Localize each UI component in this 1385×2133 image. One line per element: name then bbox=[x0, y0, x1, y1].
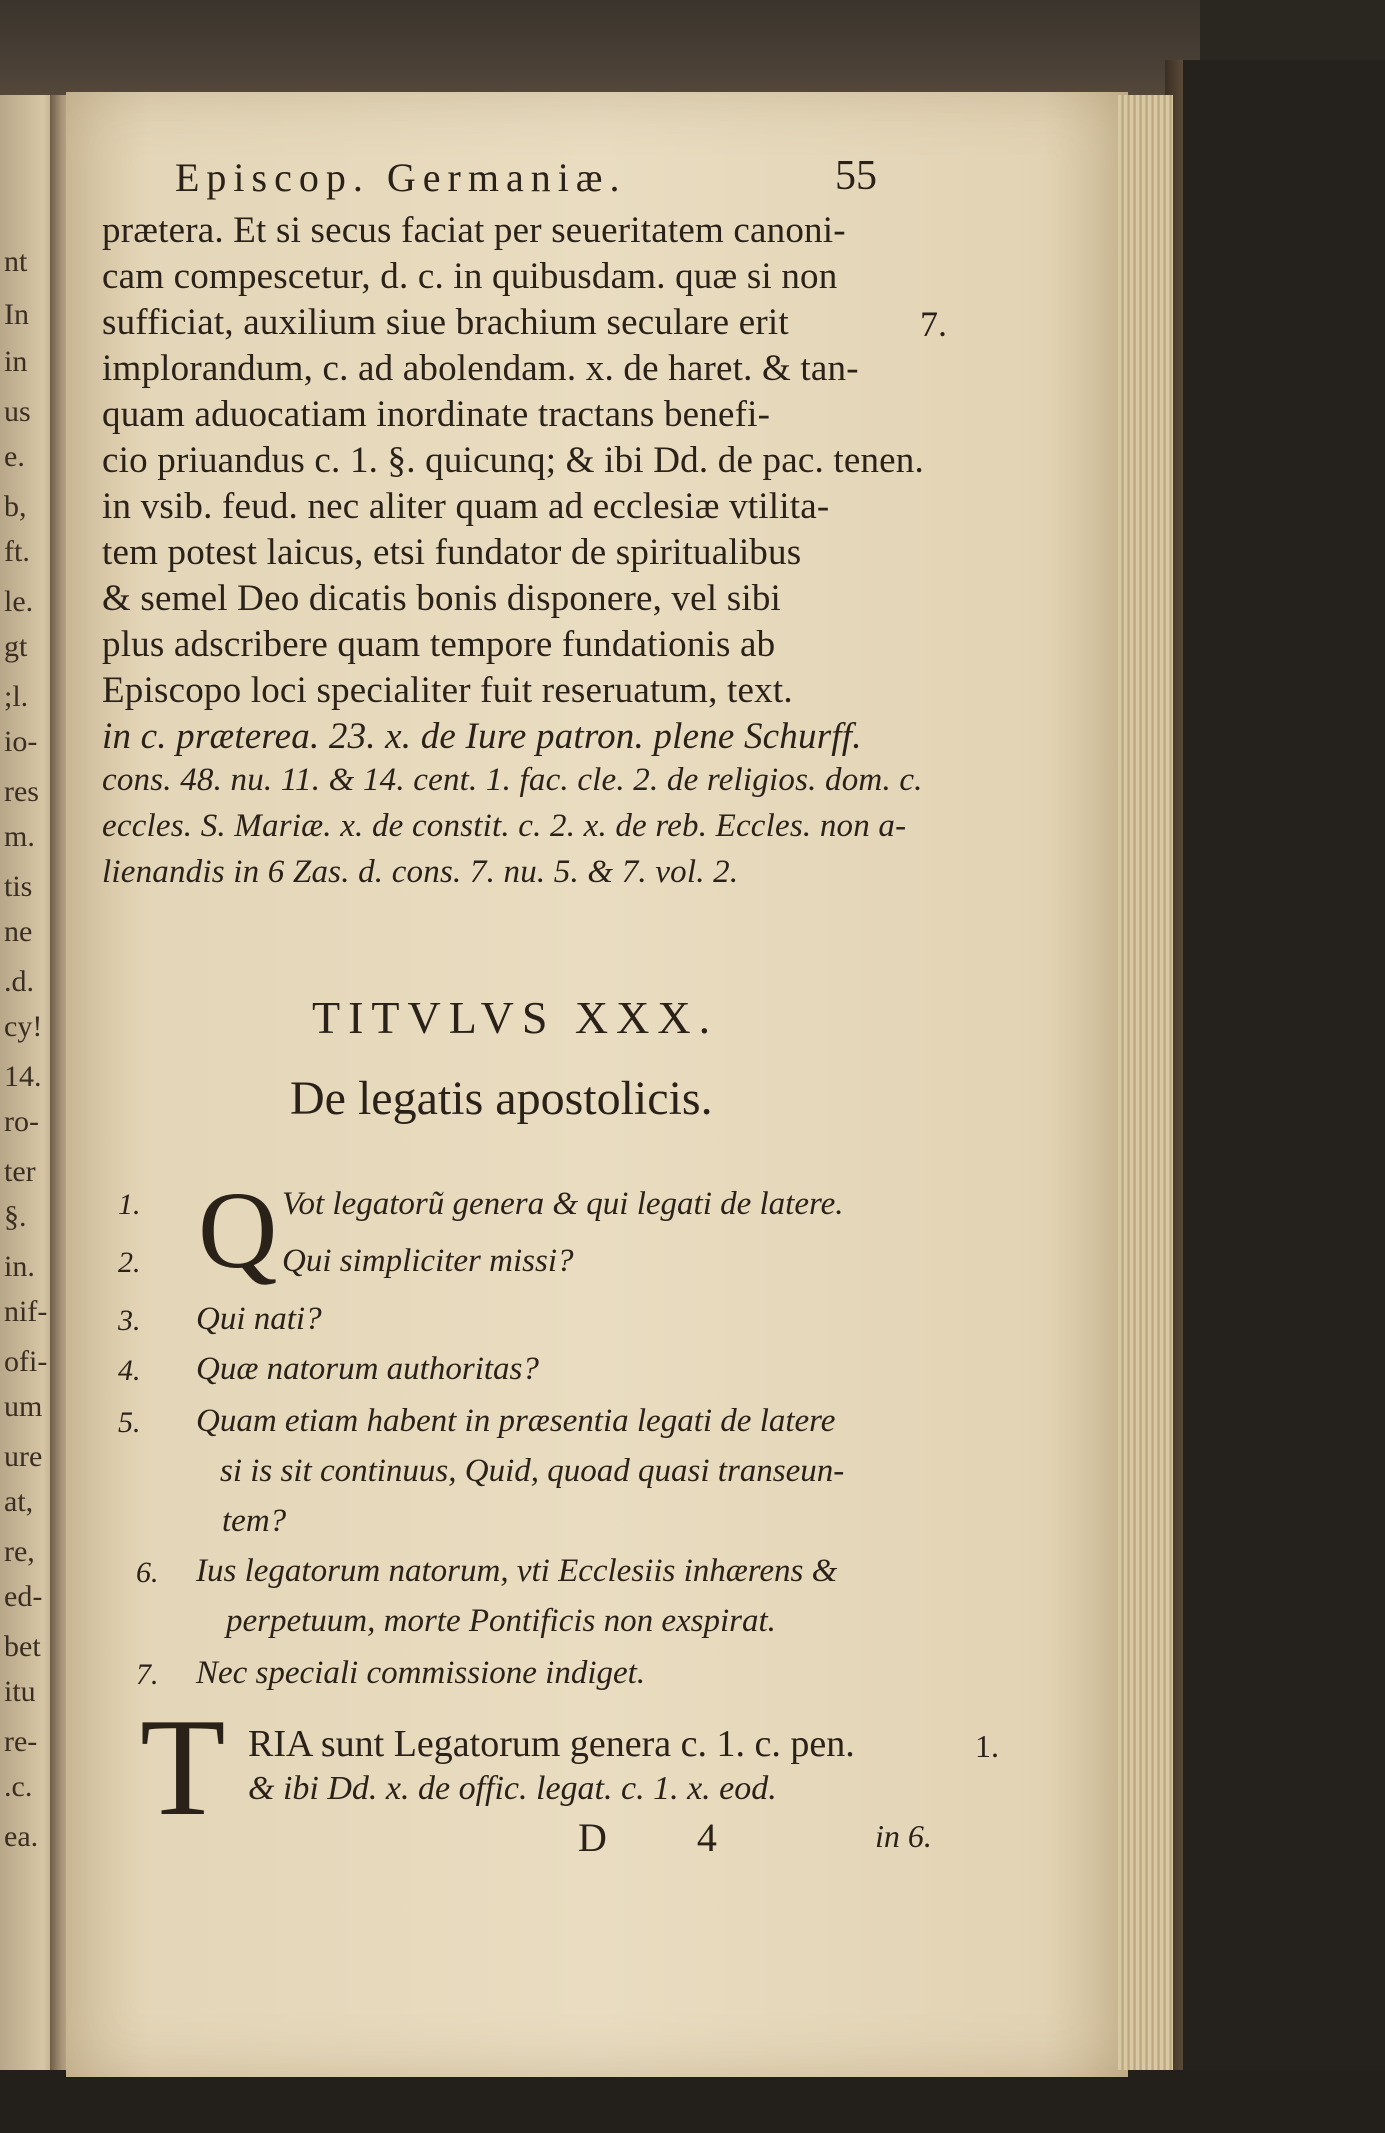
summary-item: Vot legatorũ genera & qui legati de latere. bbox=[282, 1186, 844, 1222]
left-page-text: in bbox=[4, 345, 28, 378]
book-cover-right bbox=[1170, 60, 1385, 2133]
left-page-text: ter bbox=[4, 1155, 36, 1188]
left-page-text: tis bbox=[4, 870, 33, 903]
summary-item: Qui simpliciter missi? bbox=[282, 1243, 574, 1279]
summary-number: 6. bbox=[136, 1556, 159, 1589]
summary-item: Ius legatorum natorum, vti Ecclesiis inhærens & bbox=[196, 1553, 838, 1589]
left-page-text: e. bbox=[4, 440, 25, 473]
summary-number: 4. bbox=[118, 1354, 141, 1387]
body-line: implorandum, c. ad abolendam. x. de haret. & tan- bbox=[102, 348, 859, 389]
summary-item: Quæ natorum authoritas? bbox=[196, 1351, 539, 1387]
body-line: tem potest laicus, etsi fundator de spiritualibus bbox=[102, 532, 802, 573]
body-line: Episcopo loci specialiter fuit reseruatum, text. bbox=[102, 670, 793, 711]
summary-item-continued: perpetuum, morte Pontificis non exspirat. bbox=[226, 1603, 776, 1639]
left-page-text: nt bbox=[4, 245, 28, 278]
summary-item: Nec speciali commissione indiget. bbox=[196, 1655, 646, 1691]
signature-mark: D 4 bbox=[578, 1815, 757, 1860]
left-page-text: ea. bbox=[4, 1820, 39, 1853]
left-page-text: us bbox=[4, 395, 31, 428]
left-page-text: b, bbox=[4, 490, 27, 523]
body-line: eccles. S. Mariæ. x. de constit. c. 2. x. de reb. Eccles. non a- bbox=[102, 808, 907, 844]
left-page-text: bet bbox=[4, 1630, 41, 1663]
summary-number: 3. bbox=[118, 1304, 141, 1337]
left-page-text: re, bbox=[4, 1535, 35, 1568]
left-page-text: io- bbox=[4, 725, 38, 758]
body-line: cam compescetur, d. c. in quibusdam. quæ si non bbox=[102, 256, 838, 297]
left-page-text: §. bbox=[4, 1200, 27, 1233]
section-subtitle: De legatis apostolicis. bbox=[290, 1072, 713, 1125]
left-page-text: ne bbox=[4, 915, 33, 948]
body-line: & semel Deo dicatis bonis disponere, vel sibi bbox=[102, 578, 781, 619]
left-page-text: um bbox=[4, 1390, 43, 1423]
body-line: lienandis in 6 Zas. d. cons. 7. nu. 5. & 7. vol. 2. bbox=[102, 854, 739, 890]
running-head: Episcop. Germaniæ. bbox=[175, 155, 627, 200]
left-page-text: re- bbox=[4, 1725, 38, 1758]
margin-note: 7. bbox=[920, 304, 947, 344]
left-page-text: le. bbox=[4, 585, 34, 618]
page-number: 55 bbox=[835, 153, 877, 199]
left-page-text: nif- bbox=[4, 1295, 48, 1328]
body-line: prætera. Et si secus faciat per seueritatem canoni- bbox=[102, 210, 846, 251]
left-page-text: .d. bbox=[4, 965, 34, 998]
left-page-text: cy! bbox=[4, 1010, 43, 1043]
body-line: plus adscribere quam tempore fundationis ab bbox=[102, 624, 776, 665]
book-bottom-shadow bbox=[0, 2070, 1385, 2133]
body-line: in vsib. feud. nec aliter quam ad ecclesiæ vtilita- bbox=[102, 486, 830, 527]
left-page-text: ;l. bbox=[4, 680, 29, 713]
page-fore-edge bbox=[1118, 95, 1173, 2070]
paragraph-line: & ibi Dd. x. de offic. legat. c. 1. x. eod. bbox=[248, 1770, 777, 1807]
left-page-text: at, bbox=[4, 1485, 34, 1518]
body-line: cons. 48. nu. 11. & 14. cent. 1. fac. cle. 2. de religios. dom. c. bbox=[102, 762, 923, 798]
summary-item: Quam etiam habent in præsentia legati de latere bbox=[196, 1403, 836, 1439]
paragraph-margin-note: 1. bbox=[975, 1728, 999, 1764]
left-page-text: ed- bbox=[4, 1580, 43, 1613]
left-page-text: .c. bbox=[4, 1770, 33, 1803]
left-page-text: itu bbox=[4, 1675, 36, 1708]
left-page-text: gt bbox=[4, 630, 28, 663]
body-line: in c. præterea. 23. x. de Iure patron. plene Schurff. bbox=[102, 716, 862, 757]
body-line: sufficiat, auxilium siue brachium seculare erit bbox=[102, 302, 789, 343]
body-line: quam aduocatiam inordinate tractans benefi- bbox=[102, 394, 771, 435]
paragraph-line: in 6. bbox=[875, 1818, 932, 1854]
summary-item-continued: si is sit continuus, Quid, quoad quasi transeun- bbox=[220, 1453, 845, 1489]
body-line: cio priuandus c. 1. §. quicunq; & ibi Dd. de pac. tenen. bbox=[102, 440, 924, 481]
summary-item: Qui nati? bbox=[196, 1301, 322, 1337]
summary-number: 1. bbox=[118, 1188, 141, 1221]
left-page-text: ro- bbox=[4, 1105, 39, 1138]
left-page-text: 14. bbox=[4, 1060, 42, 1093]
summary-item-continued: tem? bbox=[222, 1503, 287, 1539]
summary-number: 7. bbox=[136, 1658, 159, 1691]
left-page-text: ft. bbox=[4, 535, 30, 568]
title-heading: TITVLVS XXX. bbox=[312, 992, 719, 1043]
paragraph-line: RIA sunt Legatorum genera c. 1. c. pen. bbox=[248, 1723, 855, 1765]
left-page-text: in. bbox=[4, 1250, 35, 1283]
summary-number: 5. bbox=[118, 1406, 141, 1439]
left-page-text: ure bbox=[4, 1440, 43, 1473]
left-page-text: In bbox=[4, 298, 29, 331]
left-page-text: m. bbox=[4, 820, 35, 853]
summary-number: 2. bbox=[118, 1246, 141, 1279]
left-page-text: ofi- bbox=[4, 1345, 48, 1378]
summary-drop-cap: Q bbox=[198, 1169, 278, 1291]
paragraph-drop-cap: T bbox=[140, 1690, 226, 1845]
left-page-text: res bbox=[4, 775, 39, 808]
